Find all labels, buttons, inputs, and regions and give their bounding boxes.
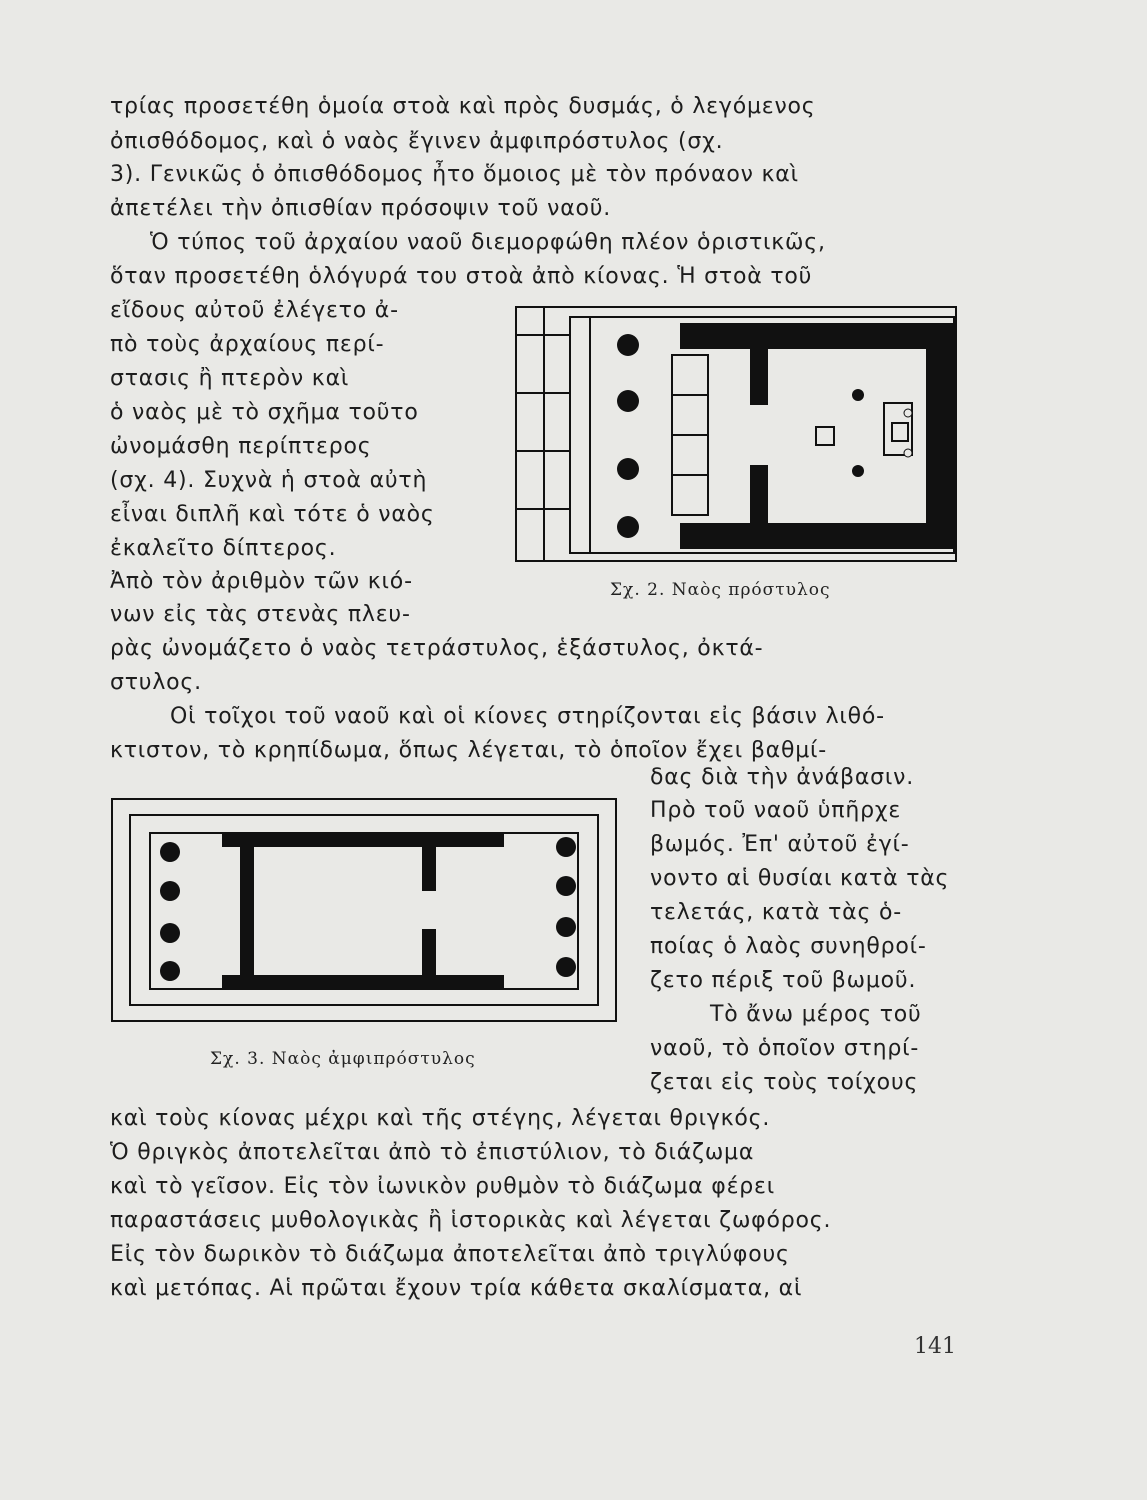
text-line: καὶ τὸ γεῖσον. Εἰς τὸν ἰωνικὸν ρυθμὸν τὸ διάζωμα φέρει [110, 1174, 775, 1199]
text-line: 3). Γενικῶς ὁ ὀπισθόδομος ἦτο ὅμοιος μὲ τὸν πρόναον καὶ [110, 162, 799, 187]
text-line: ζετο πέριξ τοῦ βωμοῦ. [650, 968, 917, 993]
text-line: στυλος. [110, 670, 202, 695]
text-line: ναοῦ, τὸ ὁποῖον στηρί- [650, 1036, 920, 1061]
text-line: Εἰς τὸν δωρικὸν τὸ διάζωμα ἀποτελεῖται ἀπὸ τριγλύφους [110, 1242, 790, 1267]
text-line: καὶ τοὺς κίονας μέχρι καὶ τῆς στέγης, λέγεται θριγκός. [110, 1106, 771, 1131]
text-line: Οἱ τοῖχοι τοῦ ναοῦ καὶ οἱ κίονες στηρίζονται εἰς βάσιν λιθό- [170, 704, 885, 729]
text-line: νων εἰς τὰς στενὰς πλευ- [110, 602, 411, 627]
text-line: καὶ μετόπας. Αἱ πρῶται ἔχουν τρία κάθετα σκαλίσματα, αἱ [110, 1276, 803, 1301]
text-line: παραστάσεις μυθολογικὰς ἢ ἱστορικὰς καὶ λέγεται ζωφόρος. [110, 1208, 832, 1233]
text-line: (σχ. 4). Συχνὰ ἡ στοὰ αὐτὴ [110, 468, 428, 493]
text-line: κτιστον, τὸ κρηπίδωμα, ὅπως λέγεται, τὸ ὁποῖον ἔχει βαθμί- [110, 738, 828, 763]
text-line: Πρὸ τοῦ ναοῦ ὑπῆρχε [650, 798, 902, 823]
text-line: εἴδους αὐτοῦ ἐλέγετο ἀ- [110, 298, 399, 323]
text-line: τρίας προσετέθη ὁμοία στοὰ καὶ πρὸς δυσμάς, ὁ λεγόμενος [110, 94, 816, 119]
text-line: στασις ἢ πτερὸν καὶ [110, 366, 350, 391]
text-line: ποίας ὁ λαὸς συνηθροί- [650, 934, 927, 959]
text-line: ἀπετέλει τὴν ὀπισθίαν πρόσοψιν τοῦ ναοῦ. [110, 196, 612, 221]
text-line: πὸ τοὺς ἀρχαίους περί- [110, 332, 385, 357]
text-line: ἐκαλεῖτο δίπτερος. [110, 536, 337, 561]
figure-3-caption: Σχ. 3. Ναὸς ἀμφιπρόστυλος [210, 1049, 476, 1069]
figure-2-prostyle-plan [514, 305, 960, 563]
text-line: ζεται εἰς τοὺς τοίχους [650, 1070, 919, 1095]
text-line: νοντο αἱ θυσίαι κατὰ τὰς [650, 866, 950, 891]
text-line: εἶναι διπλῆ καὶ τότε ὁ ναὸς [110, 502, 435, 527]
text-line: Τὸ ἄνω μέρος τοῦ [710, 1002, 922, 1027]
page-number: 141 [914, 1334, 956, 1359]
text-line: βωμός. Ἐπ' αὐτοῦ ἐγί- [650, 832, 910, 857]
text-line: ὠνομάσθη περίπτερος [110, 434, 372, 459]
text-line: Ὁ θριγκὸς ἀποτελεῖται ἀπὸ τὸ ἐπιστύλιον, τὸ διάζωμα [110, 1140, 755, 1165]
text-line: τελετάς, κατὰ τὰς ὁ- [650, 900, 902, 925]
text-line: ὁ ναὸς μὲ τὸ σχῆμα τοῦτο [110, 400, 419, 425]
text-line: δας διὰ τὴν ἀνάβασιν. [650, 765, 915, 790]
figure-3-amphiprostyle-plan [110, 797, 620, 1025]
text-line: ὅταν προσετέθη ὁλόγυρά του στοὰ ἀπὸ κίονας. Ἡ στοὰ τοῦ [110, 264, 813, 289]
text-line: ρὰς ὠνομάζετο ὁ ναὸς τετράστυλος, ἑξάστυλος, ὀκτά- [110, 636, 764, 661]
text-line: Ἀπὸ τὸν ἀριθμὸν τῶν κιό- [110, 569, 413, 594]
text-line: ὀπισθόδομος, καὶ ὁ ναὸς ἔγινεν ἀμφιπρόστυλος (σχ. [110, 129, 724, 154]
text-line: Ὁ τύπος τοῦ ἀρχαίου ναοῦ διεμορφώθη πλέον ὁριστικῶς, [150, 230, 826, 255]
figure-2-caption: Σχ. 2. Ναὸς πρόστυλος [610, 580, 831, 600]
